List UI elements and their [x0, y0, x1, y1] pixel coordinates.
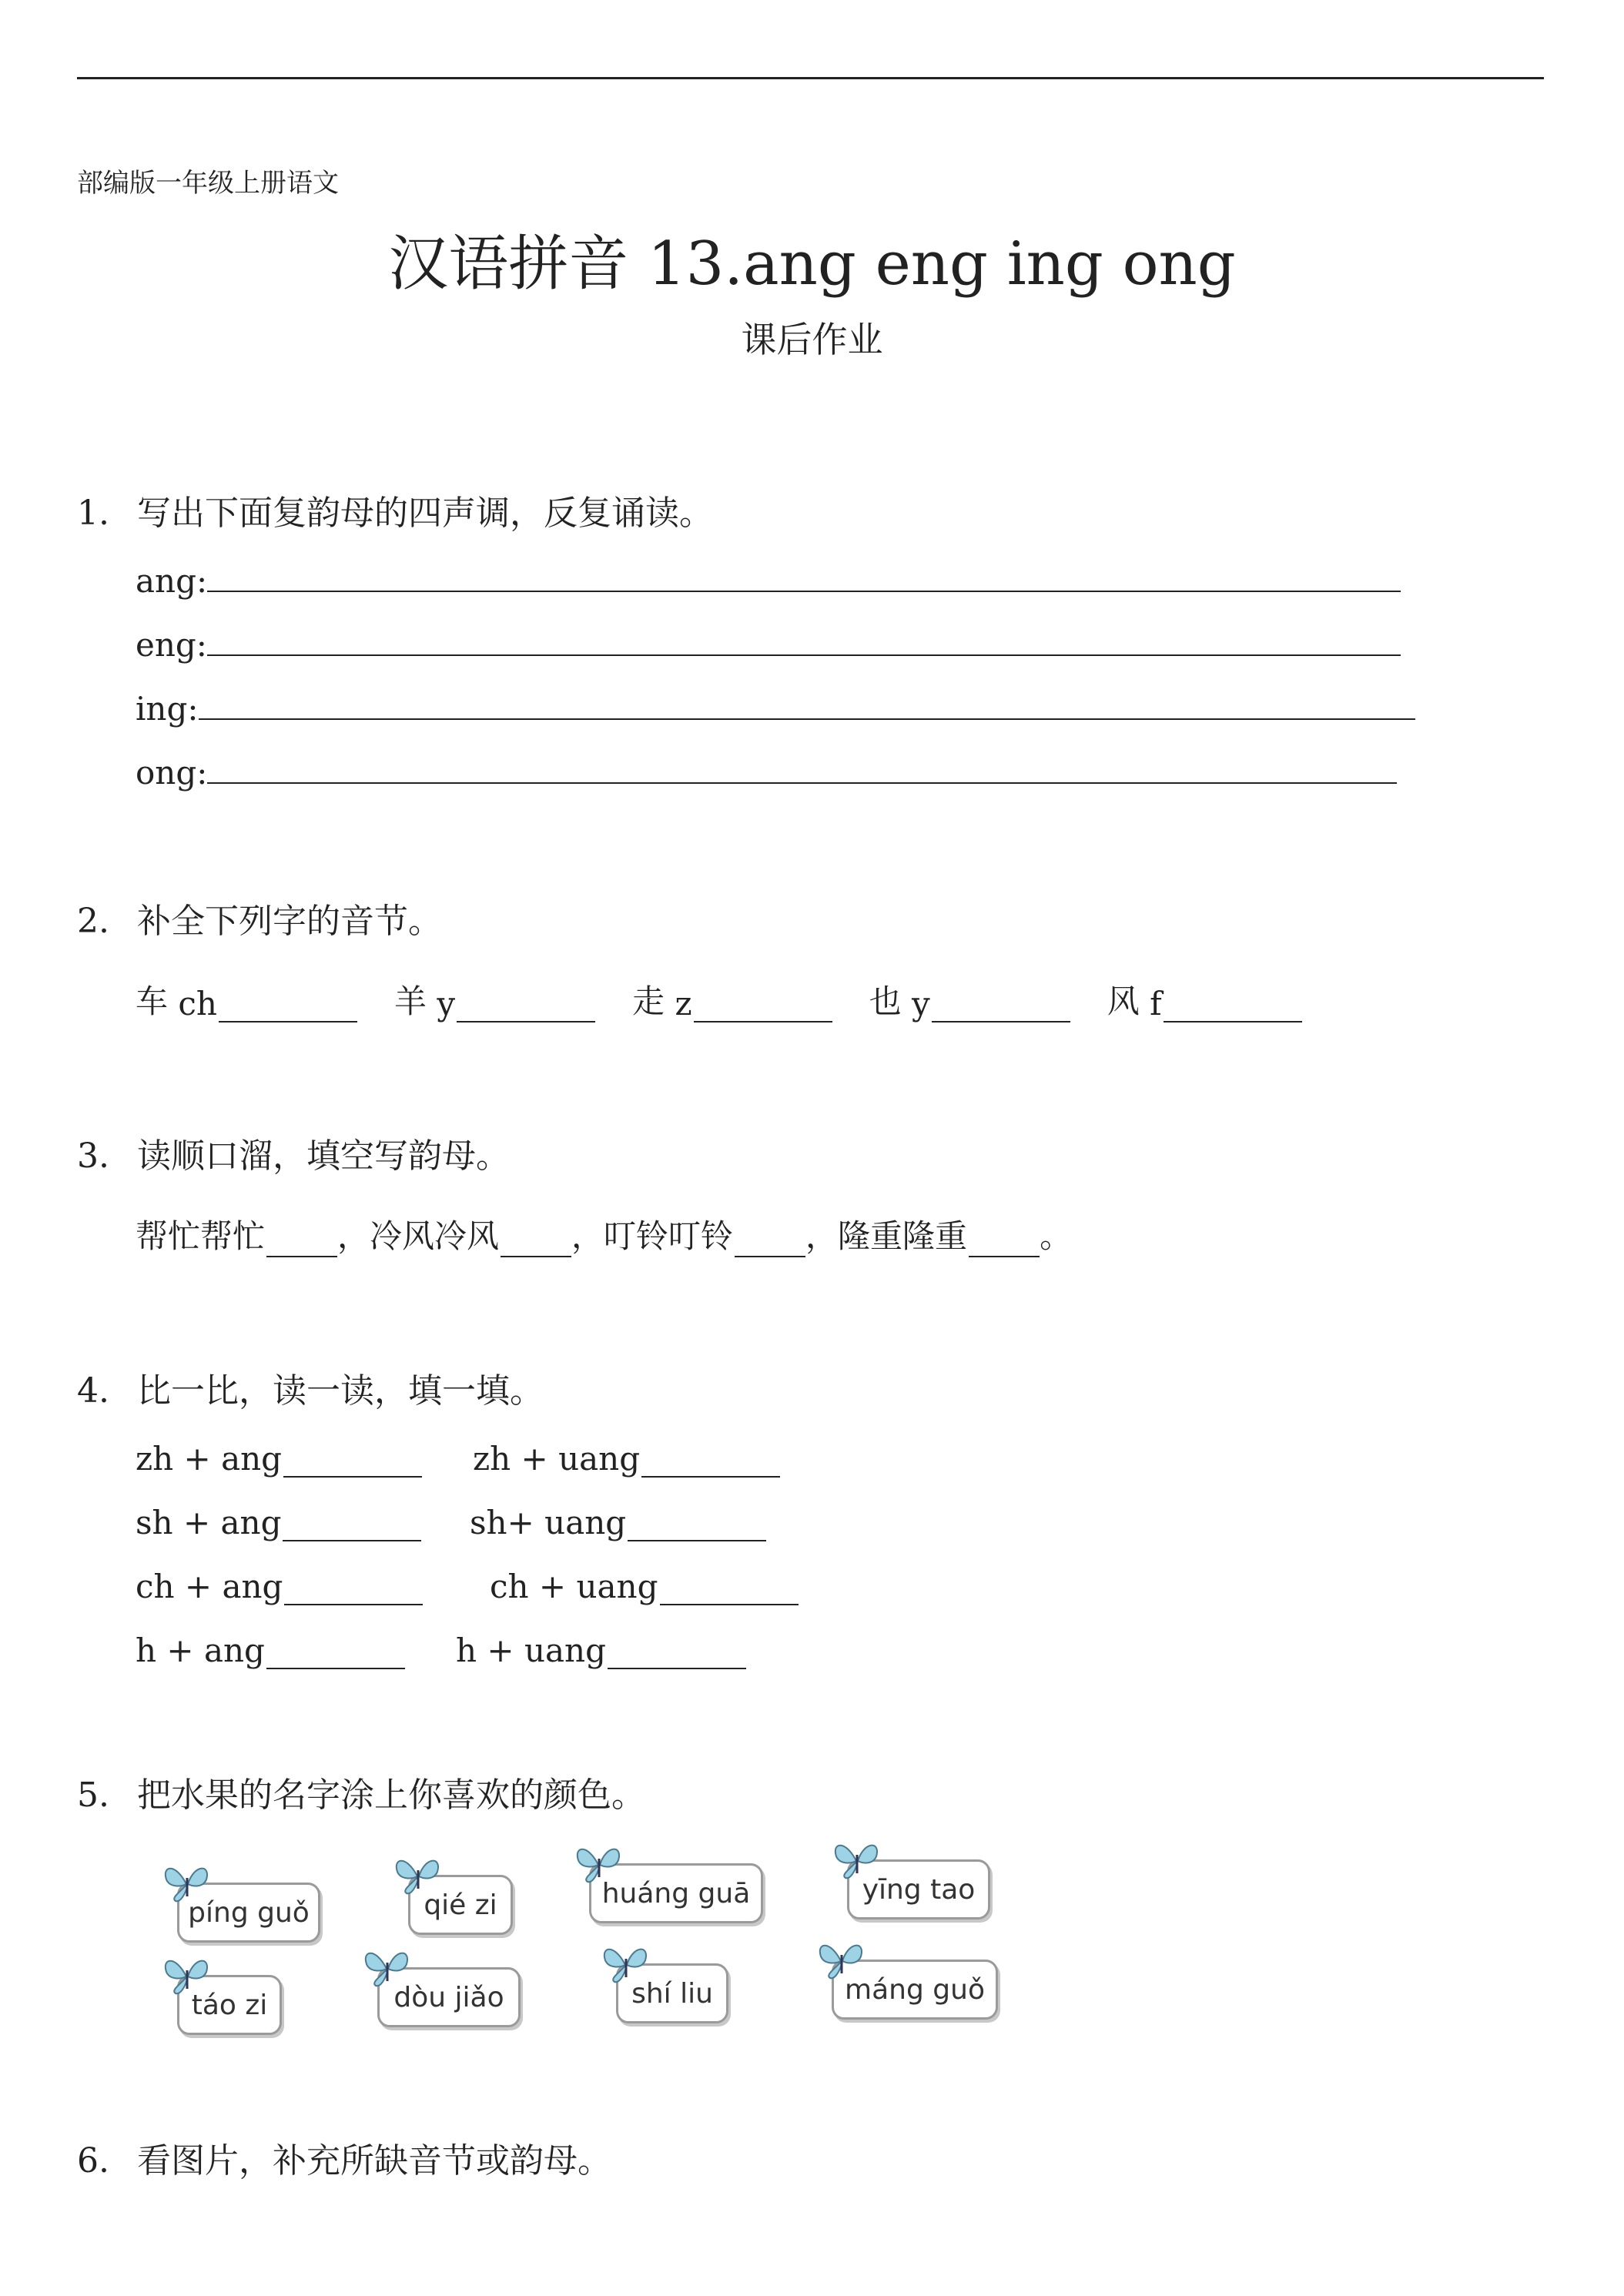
question-text: 比一比，读一读，填一填。	[137, 1371, 544, 1411]
rhyme-text: ，隆重隆重	[805, 1217, 968, 1255]
question-3	[77, 1128, 510, 1177]
syllable-item: 也 y	[869, 976, 1070, 1022]
answer-blank[interactable]	[932, 995, 1070, 1022]
page-subtitle: 课后作业	[741, 319, 883, 360]
fruit-label: huáng guā	[589, 1863, 763, 1923]
answer-blank[interactable]	[266, 1642, 405, 1669]
question-text: 写出下面复韵母的四声调，反复诵读。	[137, 494, 713, 533]
answer-line[interactable]	[207, 755, 1397, 784]
answer-blank[interactable]	[266, 1230, 337, 1257]
rhyme-row	[136, 1211, 1072, 1257]
tone-label: ang:	[136, 562, 208, 600]
answer-blank[interactable]	[735, 1230, 805, 1257]
rhyme-text: 。	[1040, 1217, 1073, 1255]
butterfly-icon	[160, 1952, 214, 1998]
answer-blank[interactable]	[660, 1578, 799, 1605]
question-number: 6.	[77, 2141, 109, 2181]
question-number: 5.	[77, 1776, 109, 1815]
tone-row	[136, 626, 1401, 664]
question-number: 4.	[77, 1371, 109, 1411]
question-number: 1.	[77, 494, 109, 533]
tone-label: ong:	[136, 754, 208, 792]
tone-row	[136, 690, 1415, 728]
rhyme-text: 帮忙帮忙	[136, 1217, 266, 1255]
syllable-item: 车 ch	[136, 976, 357, 1022]
rhyme-text: ，冷风冷风	[337, 1217, 500, 1255]
compare-left: ch + ang	[136, 1568, 423, 1605]
fruit-label: táo zi	[177, 1975, 282, 2035]
question-2	[77, 893, 442, 942]
syllable-row	[136, 976, 1339, 1022]
syllable-item: 羊 y	[394, 976, 595, 1022]
butterfly-icon	[815, 1936, 869, 1983]
answer-blank[interactable]	[969, 1230, 1040, 1257]
answer-line[interactable]	[207, 627, 1401, 656]
butterfly-icon	[572, 1840, 626, 1886]
fruit-label: dòu jiǎo	[377, 1967, 521, 2027]
compare-right: h + uang	[456, 1632, 746, 1669]
compare-right: sh+ uang	[470, 1504, 766, 1541]
answer-blank[interactable]	[501, 1230, 571, 1257]
question-text: 补全下列字的音节。	[137, 902, 442, 941]
butterfly-icon	[160, 1859, 214, 1906]
question-4	[77, 1363, 544, 1412]
answer-blank[interactable]	[283, 1450, 422, 1478]
question-5	[77, 1767, 645, 1816]
tone-row	[136, 562, 1401, 600]
question-number: 2.	[77, 902, 109, 941]
answer-blank[interactable]	[284, 1578, 423, 1605]
butterfly-icon	[830, 1836, 884, 1883]
fruit-label: píng guǒ	[177, 1883, 320, 1943]
answer-blank[interactable]	[694, 995, 832, 1022]
compare-left: h + ang	[136, 1632, 405, 1669]
answer-line[interactable]	[199, 691, 1415, 720]
question-6	[77, 2133, 611, 2182]
question-number: 3.	[77, 1136, 109, 1176]
answer-blank[interactable]	[1164, 995, 1302, 1022]
butterfly-icon	[391, 1852, 445, 1898]
tone-label: ing:	[136, 690, 199, 728]
question-text: 把水果的名字涂上你喜欢的颜色。	[137, 1776, 645, 1815]
page-title: 汉语拼音 13.ang eng ing ong	[388, 229, 1236, 299]
top-rule	[77, 77, 1544, 79]
compare-right: ch + uang	[490, 1568, 799, 1605]
question-1	[77, 485, 713, 534]
compare-right: zh + uang	[473, 1440, 780, 1478]
fruit-label: qié zi	[408, 1875, 513, 1935]
syllable-item: 走 z	[632, 976, 832, 1022]
answer-blank[interactable]	[457, 995, 595, 1022]
compare-left: zh + ang	[136, 1440, 422, 1478]
answer-blank[interactable]	[219, 995, 357, 1022]
answer-line[interactable]	[207, 563, 1401, 592]
subject-label: 部编版一年级上册语文	[77, 168, 339, 199]
fruit-label: shí liu	[616, 1963, 728, 2023]
tone-row	[136, 754, 1397, 792]
question-text: 读顺口溜，填空写韵母。	[137, 1136, 510, 1176]
answer-blank[interactable]	[608, 1642, 746, 1669]
fruit-label: yīng tao	[847, 1859, 990, 1919]
fruit-label: máng guǒ	[832, 1960, 998, 2020]
answer-blank[interactable]	[628, 1514, 766, 1541]
butterfly-icon	[599, 1940, 653, 1986]
rhyme-text: ，叮铃叮铃	[571, 1217, 734, 1255]
tone-label: eng:	[136, 626, 207, 664]
answer-blank[interactable]	[283, 1514, 421, 1541]
compare-left: sh + ang	[136, 1504, 421, 1541]
butterfly-icon	[360, 1944, 414, 1990]
question-text: 看图片，补充所缺音节或韵母。	[137, 2141, 611, 2181]
answer-blank[interactable]	[641, 1450, 780, 1478]
syllable-item: 风 f	[1107, 976, 1302, 1022]
